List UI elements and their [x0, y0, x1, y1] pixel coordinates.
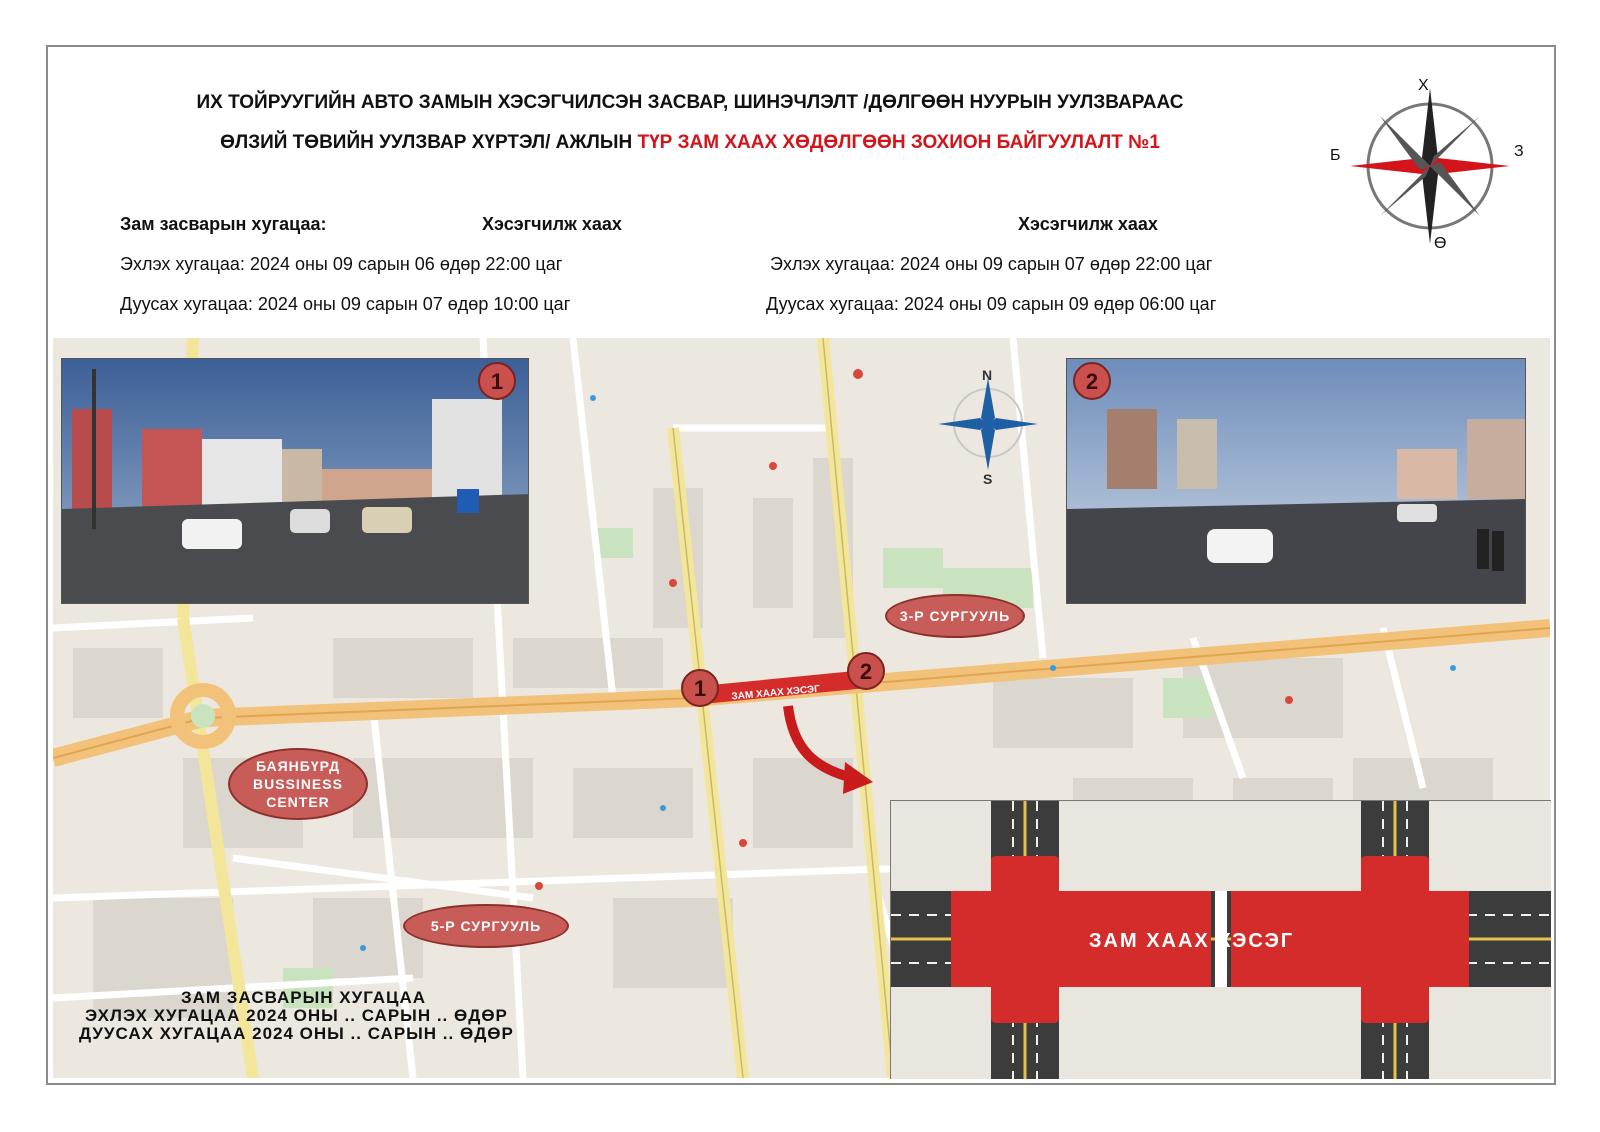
- bottom-note-line1: ЗАМ ЗАСВАРЫН ХУГАЦАА: [181, 988, 427, 1007]
- bottom-note-line2: ЭХЛЭХ ХУГАЦАА 2024 ОНЫ .. САРЫН .. ӨДӨР: [85, 1006, 508, 1025]
- title-line2-red: ТҮР ЗАМ ХААХ ХӨДӨЛГӨӨН ЗОХИОН БАЙГУУЛАЛТ №1: [637, 132, 1160, 153]
- compass-s: Ө: [1434, 235, 1447, 252]
- compass-rose: [1330, 74, 1530, 254]
- bayanburd-label: БАЯНБҮРД BUSSINESS CENTER: [228, 748, 368, 820]
- right-heading: Хэсэгчилж хаах: [1018, 214, 1158, 234]
- bottom-note-line3: ДУУСАХ ХУГАЦАА 2024 ОНЫ .. САРЫН .. ӨДӨР: [79, 1024, 514, 1043]
- compass-n: Х: [1418, 77, 1429, 94]
- inset-closure-label: ЗАМ ХААХ ХЭСЭГ: [1089, 930, 1295, 952]
- notice-title-line1: ИХ ТОЙРУУГИЙН АВТО ЗАМЫН ХЭСЭГЧИЛСЭН ЗАСВАР, ШИНЭЧЛЭЛТ /ДӨЛГӨӨН НУУРЫН УУЛЗВАРААС: [196, 92, 1184, 113]
- compass-e: З: [1514, 143, 1524, 160]
- map-compass-n: N: [982, 367, 993, 383]
- school-3-label: 3-Р СУРГУУЛЬ: [885, 594, 1025, 638]
- street-photo-1: [61, 358, 529, 604]
- closure-start-marker: 1: [681, 669, 719, 707]
- right-end-time: Дуусах хугацаа: 2024 оны 09 сарын 09 өдөр 06:00 цаг: [766, 294, 1217, 314]
- photo-1-marker: 1: [478, 362, 516, 400]
- notice-title-line2: [120, 132, 1260, 154]
- left-end-time: Дуусах хугацаа: 2024 оны 09 сарын 07 өдөр 10:00 цаг: [120, 294, 571, 314]
- repair-period-label: Зам засварын хугацаа:: [120, 214, 327, 234]
- closure-end-marker: 2: [847, 652, 885, 690]
- title-line2-black: ӨЛЗИЙ ТӨВИЙН УУЛЗВАР ХҮРТЭЛ/ АЖЛЫН: [220, 132, 638, 153]
- left-heading: Хэсэгчилж хаах: [482, 214, 622, 234]
- compass-w: Б: [1330, 147, 1341, 164]
- right-start-time: Эхлэх хугацаа: 2024 оны 09 сарын 07 өдөр 22:00 цаг: [770, 254, 1213, 274]
- photo-2-marker: 2: [1073, 362, 1111, 400]
- street-photo-2: [1066, 358, 1526, 604]
- left-start-time: Эхлэх хугацаа: 2024 оны 09 сарын 06 өдөр 22:00 цаг: [120, 254, 563, 274]
- map-compass-s: S: [983, 471, 993, 487]
- closure-label: ЗАМ ХААХ ХЭСЭГ: [731, 683, 821, 703]
- school-5-label: 5-Р СУРГУУЛЬ: [403, 904, 569, 948]
- intersection-closure-diagram: [890, 800, 1551, 1079]
